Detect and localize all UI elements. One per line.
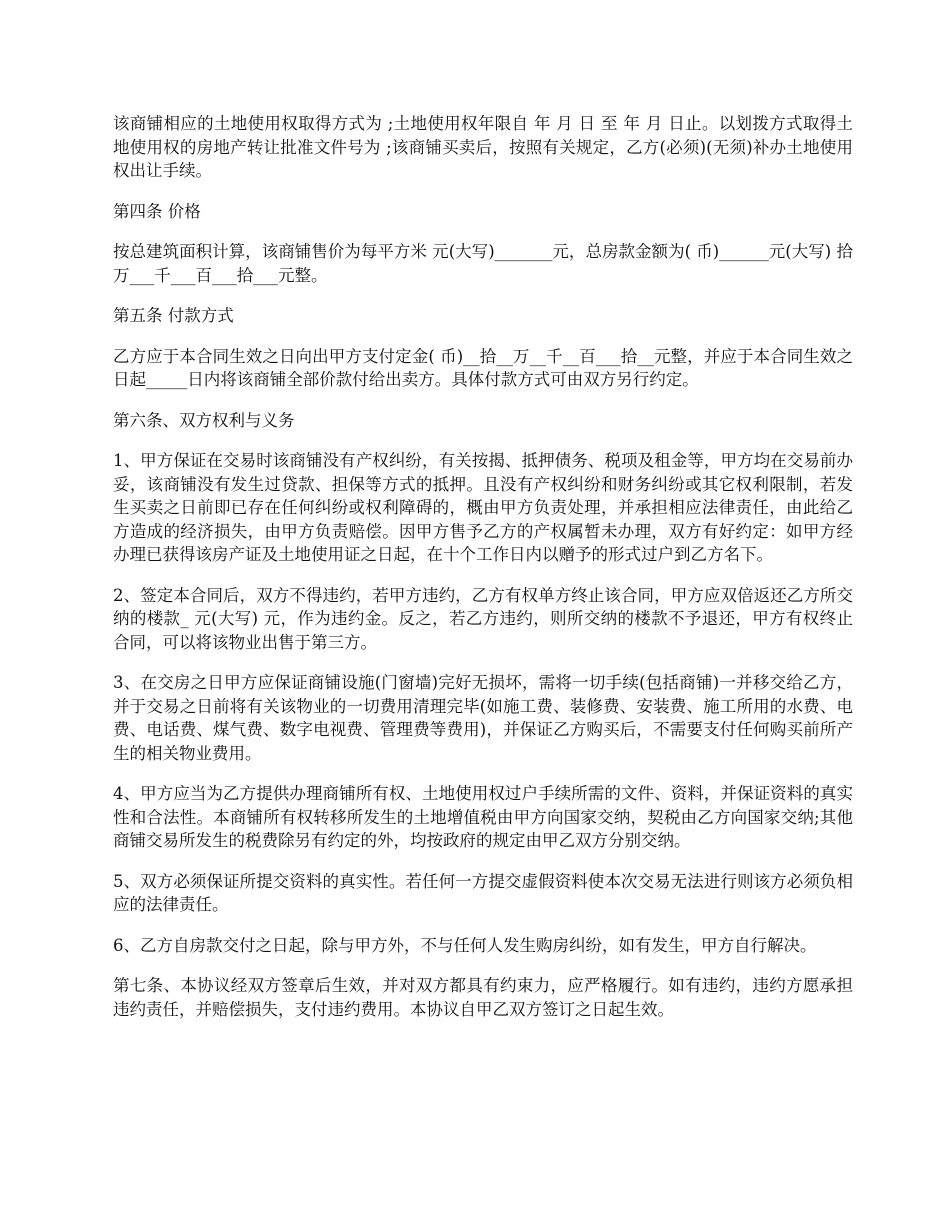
paragraph-clause-3: 3、在交房之日甲方应保证商铺设施(门窗墙)完好无损坏，需将一切手续(包括商铺)一并移交给乙方，并于交易之日前将有关该物业的一切费用清理完毕(如施工费、装修费、安装费、施工所用的水费、电费、电话费、煤气费、数字电视费、管理费等费用)，并保证乙方购买后，不需要支付任何购买前所产生的相关物业费用。: [113, 673, 853, 763]
heading-article-6-rights: 第六条、双方权利与义务: [113, 410, 295, 430]
paragraph-land-use-rights: 该商铺相应的土地使用权取得方式为 ;土地使用权年限自 年 月 日 至 年 月 日止。以划拨方式取得土地使用权的房地产转让批准文件号为 ;该商铺买卖后，按照有关规定，乙方(必须)(无须)补办土地使用权出让手续。: [113, 114, 853, 180]
heading-article-5-payment: 第五条 付款方式: [113, 306, 234, 325]
paragraph-clause-5: 5、双方必须保证所提交资料的真实性。若任何一方提交虚假资料使本次交易无法进行则该方必须负相应的法律责任。: [113, 871, 853, 914]
paragraph-price: 按总建筑面积计算，该商铺售价为每平方米 元(大写)_______元，总房款金额为( 币)______元(大写) 拾 万___千___百___拾___元整。: [113, 242, 859, 285]
paragraph-clause-2: 2、签定本合同后，双方不得违约，若甲方违约，乙方有权单方终止该合同，甲方应双倍返还乙方所交纳的楼款_ 元(大写) 元，作为违约金。反之，若乙方违约，则所交纳的楼款不予退还，甲方有权终止合同，可以将该物业出售于第三方。: [113, 585, 853, 652]
document-body: [113, 112, 859, 1038]
paragraph-article-7: 第七条、本协议经双方签章后生效，并对双方都具有约束力，应严格履行。如有违约，违约方愿承担违约责任，并赔偿损失，支付违约费用。本协议自甲乙双方签订之日起生效。: [113, 976, 853, 1019]
paragraph-clause-4: 4、甲方应当为乙方提供办理商铺所有权、土地使用权过户手续所需的文件、资料，并保证资料的真实性和合法性。本商铺所有权转移所发生的土地增值税由甲方向国家交纳，契税由乙方向国家交纳;其他商铺交易所发生的税费除另有约定的外，均按政府的规定由甲乙双方分别交纳。: [113, 784, 853, 850]
heading-article-4-price: 第四条 价格: [113, 201, 201, 221]
paragraph-clause-6: 6、乙方自房款交付之日起，除与甲方外，不与任何人发生购房纠纷，如有发生，甲方自行解决。: [113, 935, 817, 955]
paragraph-clause-1: 1、甲方保证在交易时该商铺没有产权纠纷，有关按揭、抵押债务、税项及租金等，甲方均在交易前办妥，该商铺没有发生过贷款、担保等方式的抵押。且没有产权纠纷和财务纠纷或其它权利限制，若发生买卖之日前即已存在任何纠纷或权利障碍的，概由甲方负责处理，并承担相应法律责任，由此给乙方造成的经济损失，由甲方负责赔偿。因甲方售予乙方的产权属暂未办理，双方有好约定：如甲方经办理已获得该房产证及土地使用证之日起，在十个工作日内以赠予的形式过户到乙方名下。: [113, 451, 853, 564]
paragraph-payment: 乙方应于本合同生效之日向出甲方支付定金( 币)__拾__万__千__百___拾__元整，并应于本合同生效之日起_____日内将该商铺全部价款付给出卖方。具体付款方式可由双方另行约定。: [113, 346, 853, 389]
